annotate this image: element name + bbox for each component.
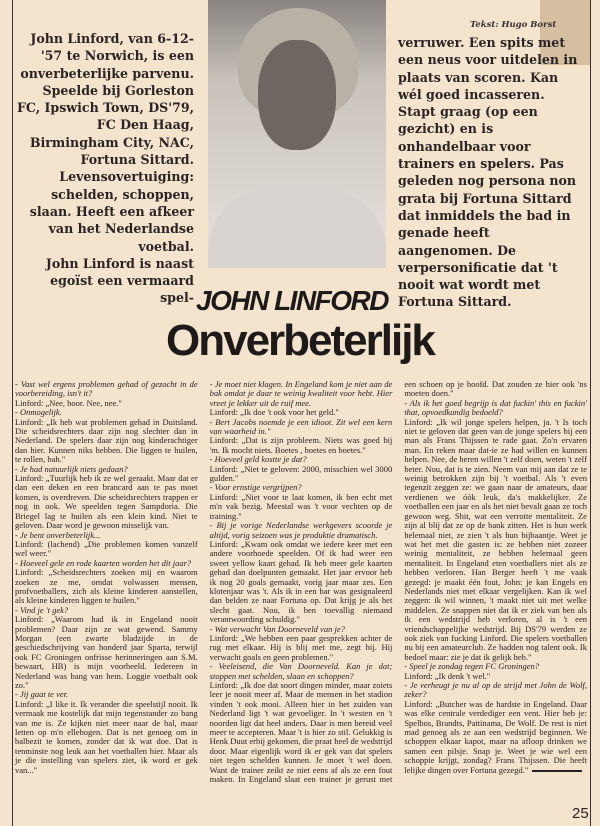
interview-question: - Speel je zondag tegen FC Groningen? [404,661,540,672]
interview-body [15,380,587,784]
interview-question: - Bert Jacobs noemde je een idioot. Zit wel een kern van waarheid in." [209,416,393,437]
intro-paragraph: John Linford is naast egoïst een vermaard spel- [45,255,194,306]
interview-answer: Linford: „We hebben een paar gesprekken achter de rug met elkaar. Hij is blij met me, zegt hij. Hij verwacht goals en geen problemen." [209,632,393,662]
interview-question: - Je verheugt je nu al op de strijd met John de Wolf, zeker? [404,680,587,700]
headline [166,284,496,364]
interview-answer: Linford: „Niet voor te laat komen, ik ben echt met m'n vak bezig. Meestal was 't voor vechten op de training." [209,491,393,521]
right-column-rule [590,0,591,826]
interview-question: - Veeleisend, die Van Doorneveld. Kan je dat; stoppen met schelden, slaan en schoppen? [209,661,393,681]
headline-title: Onverbeterlijk [166,316,434,365]
interview-answer: Linford: „Waarom had ik in Engeland nooit problemen? Daar zijn ze wat gewend. Sammy Morgan (een zwarte bladzijde in de geschiedschrijving van honderd jaar Sparta, terwijl ook FC Groningen onfrisse herinneringen aan S.M. bewaart, HB) is mijn voorbeeld. Iedereen in Nederland was bang van hem. Loggie voetbalt ook zo." [15,614,198,690]
interview-answer: Linford: „Ik wil jonge spelers helpen, ja. 't Is toch niet te geloven dat geen van de jonge spelers bij een man als Frans Thijssen te rade gaat. Zo'n ervaren man. En reken maar dat-ie ze had willen en kunnen helpen. Nee, de heren willen 't zelf doen, weten 't zelf beter. Nou, dat is te zien. Neem van mij aan dat ze te weinig betrokken zijn bij 't voetbal. Als 't even tegenzit zeggen ze: we gaan naar de amateurs, daar verdienen we óók leuk, da's makkelijker. Ze voetballen een jaar en als het niet bevalt gaan ze toch gewoon weg. Shit, wat een verrotte mentaliteit. Ze zijn al blij dat ze op de bank zitten. Het is hun werk helemaal niet, ze zien 't als hun bijbaantje. Weet je wat het met die gasten is: ze hebben niet zozeer weinig mentaliteit, ze hebben helemaal geen mentaliteit. In Engeland eten voetballers niet als ze hebben verloren. Han Berger heeft 't me vaak gezegd: je maakt één fout, John: je kan Engels en Nederlands niet met elkaar vergelijken. Kan ik wel zeggen: ik wil winnen, 't maakt niet uit met welke middelen. Ze snappen niet dat ik er ziek van ben als ik een wedstrijd heb verloren, al is 't een vriendschappelijke wedstrijd. Bij DS'79 werden ze ook ziek van fucking Linford. Die spelers voetballen nu bij een amateurclub. Ze hadden nog talent ook. Ik bedoel maar: zie je dat ik gelijk heb." [404,416,587,662]
interview-answer: Linford: „Butcher was de hardste in Engeland. Daar was elke centrale verdediger een vent. Hier heb je: Spelbos, Brandts, Pattinama, De Wolf. De rest is niet mad genoeg als ze aan een wedstrijd beginnen. We schoppen elkaar kapot, maar na afloop drinken we samen een pilsje. Snap je. Weet je wie wel een schoppie krijgt, zondag? Frans Thijssen. Die heeft lelijke dingen over Fortuna gezegd." [404,698,587,775]
intro-right [398,34,584,311]
left-column-rule [12,0,13,826]
interview-question: - Je moet niet klagen. In Engeland kom je niet aan de bak omdat je daar te weinig kwaliteit voor hebt. Hier vreet je lekker uit de ruif mee. [209,379,393,408]
interview-question: - Vind je 't gek? [15,604,69,615]
interview-answer: Linford: „I like it. Ik verander die speelstijl nooit. Ik vermaak me kostelijk dat mijn tegenstander zo bang van me is. Ze kijken niet meer naar de bal, maar letten op m'n ellebogen. Dat is net genoeg om in balbezit te komen, zonder dat ik wat doe. Dat is tenminste nog leuk aan het voetballen hier. Maar als je die instelling van spelers ziet, ik word er gek van..." [15,698,198,775]
interview-question: - Onmogelijk. [15,407,62,418]
interview-answer: Linford: „Ik heb wat problemen gehad in Duitsland. Die scheidsrechters daar zijn nog slechter dan in Nederland. De spelers daar zijn nog kinderachtiger dan hier. Kunnen niks hebben. Die liggen te huilen, te rollen, bah." [15,416,198,465]
interview-question: - Hoeveel gele en rode kaarten worden het dit jaar? [15,557,192,568]
interview-question: - Jij gaat te ver. [15,689,69,700]
interview-answer: Linford: „Niet te geloven: 2000, misschien wel 3000 gulden." [209,463,393,484]
intro-paragraph: verruwer. Een spits met een neus voor uitdelen in plaats van scoren. Kan wél goed incasseren. Stapt graag (op een gezicht) en is onhandelbaar voor trainers en spelers. Pas geleden nog persona non grata bij Fortuna Sittard dat inmiddels the bad in genade heeft aangenomen. De verpersonificatie dat 't nooit wat wordt met Fortuna Sittard. [398,35,578,310]
photo-shirt [208,190,386,268]
interview-answer: Linford: „Tuurlijk heb ik ze wel geraakt. Maar dat er dan een deken en een brancard aan te pas moet komen, is overdreven. Die scheidsrechters trappen er nog in ook. We speelden tegen Sampdoria. Die Briegel lag te huilen als een klein kind. Niet te geloven. Daar word je gewoon misselijk van. [15,473,198,531]
interview-answer: Linford: „Nee, hoor. Nee, nee." [15,397,122,408]
intro-paragraph: John Linford, van 6-12-'57 te Norwich, is een onverbeterlijke parvenu. Speelde bij Gorleston FC, Ipswich Town, DS'79, FC Den Haag, Birmingham City, NAC, Fortuna Sittard. Levensovertuiging: schelden, schoppen, slaan. Heeft een afkeer van het Nederlandse voetbal. [16,31,194,254]
photo-face [258,40,336,150]
end-of-article-bar [532,770,582,772]
interview-answer: Linford: „Dat is zijn probleem. Niets was goed bij 'm. Ik mocht niets. Boetes , boetes en boetes." [209,435,393,455]
intro-left [16,30,194,307]
player-photo [208,0,386,268]
author-credit: Tekst: Hugo Borst [470,20,557,30]
interview-question: - Voor ernstige vergrijpen? [209,482,302,493]
interview-question: - Je bent onverbeterlijk... [15,529,101,540]
page-number: 25 [572,805,589,822]
interview-answer: Linford: „Ik doe dat soort dingen minder, maar zoiets leer je nooit meer af. Maar de mensen in het stadion vinden 't ook mooi. Alleen hier in het zuiden van Nederland ligt 't wat gevoeliger. In 't westen en 't noorden ligt dat heel anders. Daar is men bereid veel meer te accepteren. Maar 't is hier zo stil. Gelukkig is Henk Duut erbij gekomen, die praat heel de wedstrijd door. Maar eigenlijk word ik er gek van dat spelers niet tegen schelden kunnen. Je moet 't wel doen. Want de trainer zeikt ze niet eens af als ze een fout maken. In Engeland slaat een trainer je gerust met een schoen op je hoofd. Dat zouden ze hier ook 'ns moeten doen." [209,379,587,785]
interview-answer: Linford: „Ik doe 't ook voor het geld." [209,407,339,418]
interview-question: - Bij je vorige Nederlandse werkgevers scoorde je altijd, vorig seizoen was je produktie dramatisch. [209,520,393,540]
headline-name: JOHN LINFORD [196,285,388,316]
interview-question: - Vast wel ergens problemen gehad of gezocht in de voorbereiding, isn't it? [15,379,198,399]
interview-answer: Linford: „Ik denk 't wel." [404,670,491,681]
interview-answer: Linford: „Kwam ook omdat we iedere keer met een andere voorhoede speelden. Of ik had weer een sweet yellow kaart gehad. Ik heb meer gele kaarten gehad dan doelpunten gemaakt. Het jaar ervoor heb ik nog 20 goals gemaakt, vorig jaar maar zes. Een klotenjaar was 't. Als ik in een bar was gesignaleerd dan belden ze naar Fortuna op. Dat krijg je als het slecht gaat. Nou, ik ben toevallig niemand verantwoording schuldig." [209,538,393,625]
interview-answer: Linford: „Scheidsrechters zoeken mij en waarom zoeken ze me, omdat volwassen mensen, profvoetballers, zich als kleine kinderen aanstellen, als kleine kinderen liggen te huilen." [15,567,198,606]
interview-question: - Hoeveel geld kostte je dat? [209,454,307,465]
interview-question: - Als ik het goed begrijp is dat fuckin' this en fuckin' that, opvoedkundig bedoeld? [404,397,587,418]
interview-question: - Wat verwacht Van Doorneveld van je? [209,623,345,634]
interview-question: - Je had natuurlijk niets gedaan? [15,463,128,474]
interview-answer: Linford: (lachend) „Die problemen komen vanzelf wel weer." [15,538,198,559]
